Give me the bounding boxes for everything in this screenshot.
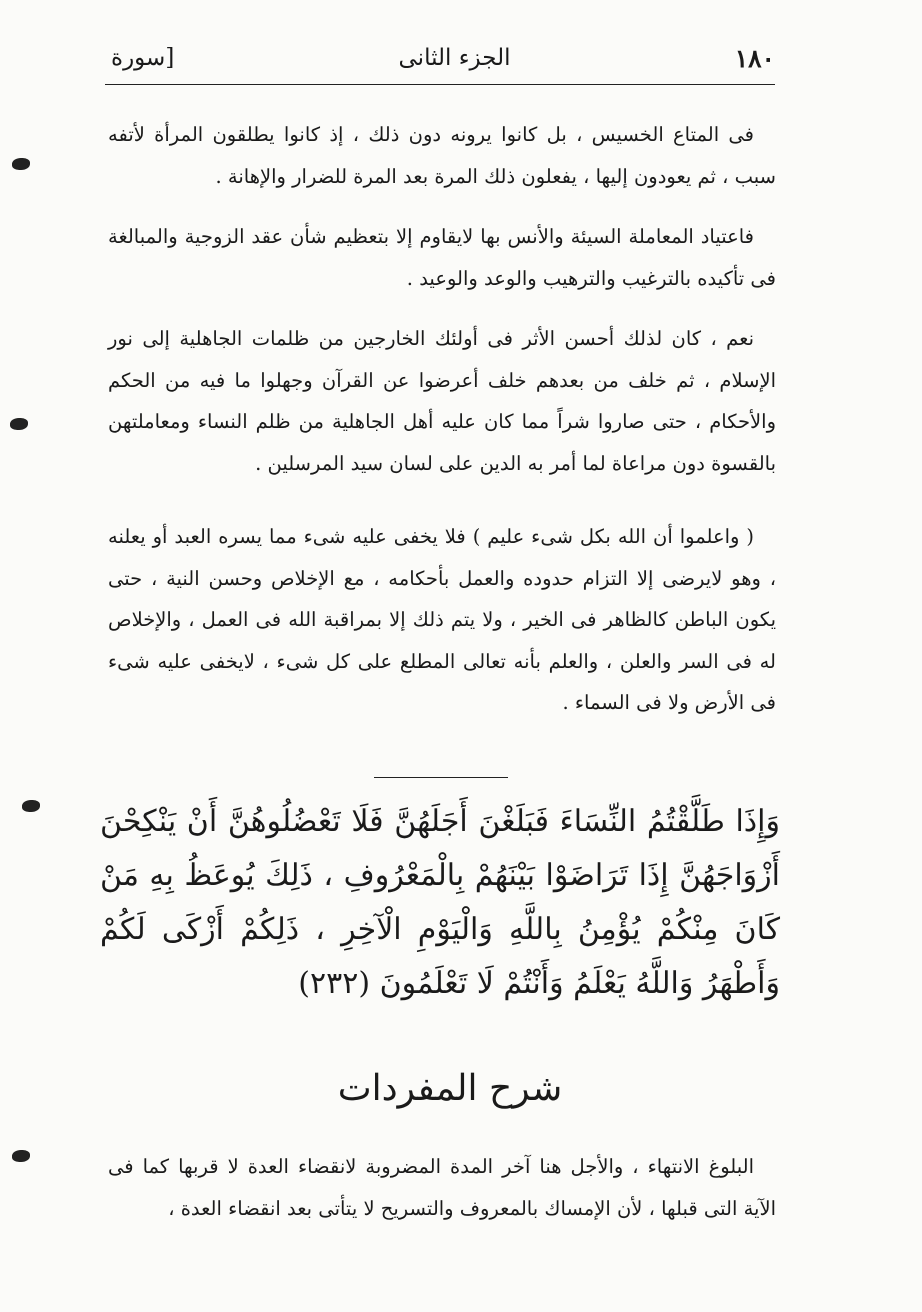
verse-number: (٢٣٢) xyxy=(298,966,371,1001)
scan-speck xyxy=(12,1150,30,1162)
paragraph-4: ( واعلموا أن الله بكل شىء عليم ) فلا يخفى عليه شىء مما يسره العبد أو يعلنه ، وهو لايرضى إلا التزام حدوده والعمل بأحكامه ، مع الإخلاص وحسن النية ، حتى يكون الباطن كالظاهر فى الخير ، ولا يتم ذلك إلا بمراقبة الله فى العمل ، والإخلاص له فى السر والعلن ، والعلم بأنه تعالى المطلع على كل شىء ، لايخفى عليه شىء فى الأرض ولا فى السماء . xyxy=(108,525,776,714)
part-title: الجزء الثانى xyxy=(398,45,511,71)
paragraph-5: البلوغ الانتهاء ، والأجل هنا آخر المدة المضروبة لانقضاء العدة لا قربها كما فى الآية التى قبلها ، لأن الإمساك بالمعروف والتسريح لا يتأتى بعد انقضاء العدة ، xyxy=(108,1155,776,1220)
section-title: شرح المفردات xyxy=(337,1068,563,1109)
paragraph-2: فاعتياد المعاملة السيئة والأنس بها لايقاوم إلا بتعظيم شأن عقد الزوجية والمبالغة فى تأكيده بالترغيب والترهيب والوعد والوعيد . xyxy=(108,225,776,290)
scan-speck xyxy=(10,418,28,430)
sura-label: [سورة xyxy=(111,45,175,71)
running-header xyxy=(105,38,775,78)
quran-verse xyxy=(100,795,780,1011)
page-number: ١٨٠ xyxy=(734,43,775,73)
paragraph-3: نعم ، كان لذلك أحسن الأثر فى أولئك الخارجين من ظلمات الجاهلية إلى نور الإسلام ، ثم خلف من بعدهم خلف أعرضوا عن القرآن وجهلوا ما فيه من الحكم والأحكام ، حتى صاروا شراً مما كان عليه أهل الجاهلية من ظلم النساء ومعاملتهن بالقسوة دون مراعاة لما أمر به الدين على لسان سيد المرسلين . xyxy=(108,327,776,475)
section-divider xyxy=(374,777,508,778)
header-rule xyxy=(105,84,775,85)
verse-text: وَإِذَا طَلَّقْتُمُ النِّسَاءَ فَبَلَغْنَ أَجَلَهُنَّ فَلَا تَعْضُلُوهُنَّ أَنْ يَنْكِحْنَ أَزْوَاجَهُنَّ إِذَا تَرَاضَوْا بَيْنَهُمْ بِالْمَعْرُوفِ ، ذَلِكَ يُوعَظُ بِهِ مَنْ كَانَ مِنْكُمْ يُؤْمِنُ بِاللَّهِ وَالْيَوْمِ الْآخِرِ ، ذَلِكُمْ أَزْكَى لَكُمْ وَأَطْهَرُ وَاللَّهُ يَعْلَمُ وَأَنْتُمْ لَا تَعْلَمُونَ xyxy=(100,804,780,1001)
scan-speck xyxy=(12,158,30,170)
scan-speck xyxy=(22,800,40,812)
paragraph-1: فى المتاع الخسيس ، بل كانوا يرونه دون ذلك ، إذ كانوا يطلقون المرأة لأتفه سبب ، ثم يعودون إليها ، يفعلون ذلك المرة بعد المرة للضرار والإهانة . xyxy=(108,123,776,188)
